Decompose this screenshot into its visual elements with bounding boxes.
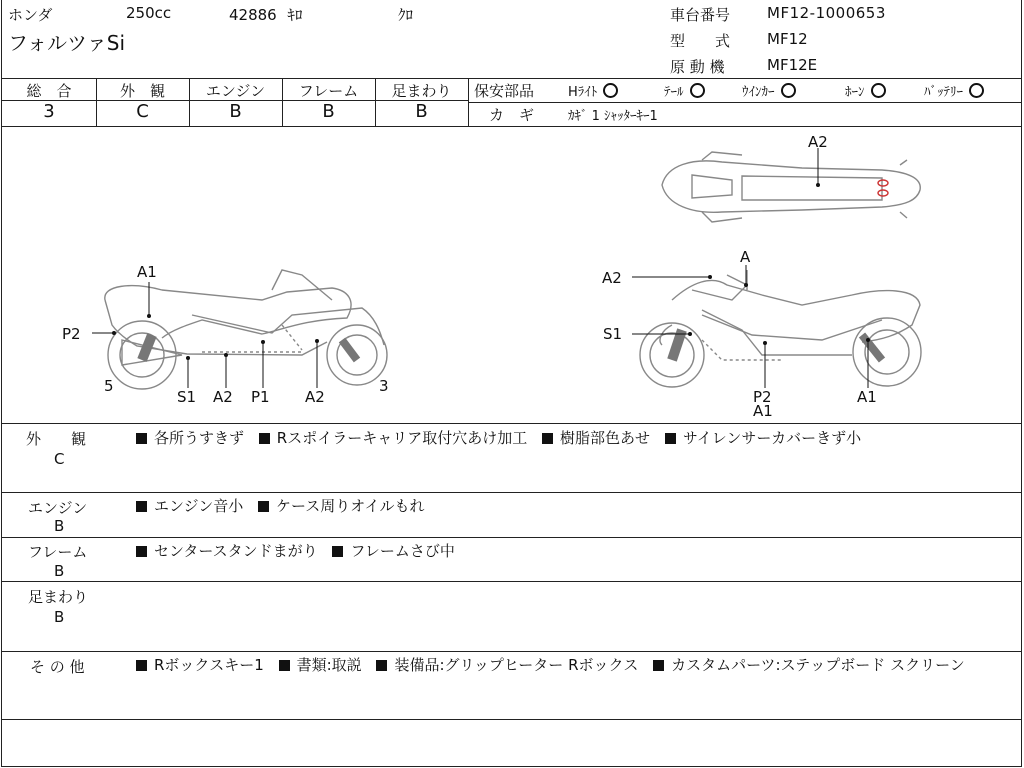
diagram-label: A	[740, 248, 751, 266]
diagram-label: A2	[602, 269, 622, 287]
engine-label: 原 動 機	[670, 58, 725, 76]
right-side-view	[640, 270, 921, 387]
remark-label-other: そ の 他	[30, 658, 85, 676]
grade-overall: 3	[43, 101, 55, 122]
diagram-label: P1	[251, 388, 270, 406]
engine-value: MF12E	[767, 56, 818, 74]
model-name: フォルツァSi	[8, 31, 126, 55]
remark-grade-frame: B	[54, 562, 65, 580]
remark-grade-suspension: B	[54, 608, 65, 626]
maker: ホンダ	[8, 6, 53, 24]
frame-no-label: 車台番号	[670, 6, 731, 24]
check-circle-icon	[690, 83, 705, 98]
grade-header-frame: フレーム	[298, 82, 359, 100]
displacement: 250cc	[126, 4, 172, 22]
inspection-sheet	[1, 0, 1022, 767]
diagram-label: S1	[177, 388, 197, 406]
key-value: ｶｷﾞ 1 ｼｬｯﾀｰｷｰ1	[568, 109, 658, 124]
remark-items-frame: センタースタンドまがり フレームさび中	[136, 540, 1006, 562]
diagram-label: 5	[104, 377, 114, 395]
remark-items-other: Rボックスキー1 書類:取説 装備品:グリップヒーター Rボックス カスタムパーツ:ステップボード スクリーン	[136, 654, 1006, 676]
diagram-label: S1	[603, 325, 623, 343]
diagram-label: A1	[857, 388, 877, 406]
remark-label-exterior: 外 観	[26, 430, 87, 448]
mileage-unit: ｷﾛ	[287, 6, 303, 24]
grade-engine: B	[229, 101, 242, 122]
diagram-label: P2	[62, 325, 81, 343]
check-circle-icon	[871, 83, 886, 98]
grade-header-suspension: 足まわり	[391, 82, 452, 100]
grade-exterior: C	[136, 101, 149, 122]
diagram-label: A1	[137, 263, 157, 281]
diagram-label: A1	[753, 402, 773, 420]
diagram-label: P2	[753, 388, 772, 406]
safety-label: 保安部品	[474, 82, 535, 100]
grade-header-engine: エンジン	[205, 82, 266, 100]
frame-no: MF12-1000653	[767, 4, 886, 22]
grade-header-exterior: 外 観	[119, 82, 165, 100]
remark-grade-exterior: C	[54, 450, 65, 468]
grade-frame: B	[322, 101, 335, 122]
mileage	[229, 4, 303, 25]
safety-item-horn: ﾎｰﾝ	[845, 81, 886, 100]
grade-header-overall: 総 合	[26, 82, 72, 100]
remark-grade-engine: B	[54, 517, 65, 535]
safety-item-headlight: Hﾗｲﾄ	[568, 81, 618, 100]
key-label: カ ギ	[489, 106, 535, 124]
remark-items-exterior: 各所うすきず Rスポイラーキャリア取付穴あけ加工 樹脂部色あせ サイレンサーカバーきず小	[136, 427, 1006, 449]
safety-item-battery: ﾊﾞｯﾃﾘｰ	[924, 81, 984, 100]
type-value: MF12	[767, 30, 808, 48]
color: ｸﾛ	[398, 6, 414, 24]
grade-suspension: B	[415, 101, 428, 122]
diagram-label: A2	[808, 133, 828, 151]
check-circle-icon	[603, 83, 618, 98]
top-view	[662, 152, 920, 222]
safety-item-winker: ｳｲﾝｶｰ	[742, 81, 796, 100]
diagram-label: A2	[305, 388, 325, 406]
mileage-value: 42886	[229, 6, 277, 24]
remark-label-engine: エンジン	[28, 499, 88, 517]
type-label: 型 式	[670, 32, 731, 50]
left-side-view	[105, 270, 387, 389]
remark-label-frame: フレーム	[28, 543, 88, 561]
remark-items-engine: エンジン音小 ケース周りオイルもれ	[136, 495, 1006, 517]
safety-item-tail: ﾃｰﾙ	[664, 81, 705, 100]
diagram-label: A2	[213, 388, 233, 406]
diagram-label: 3	[379, 377, 389, 395]
check-circle-icon	[969, 83, 984, 98]
remark-label-suspension: 足まわり	[28, 588, 89, 606]
check-circle-icon	[781, 83, 796, 98]
damage-diagram	[2, 127, 1022, 423]
